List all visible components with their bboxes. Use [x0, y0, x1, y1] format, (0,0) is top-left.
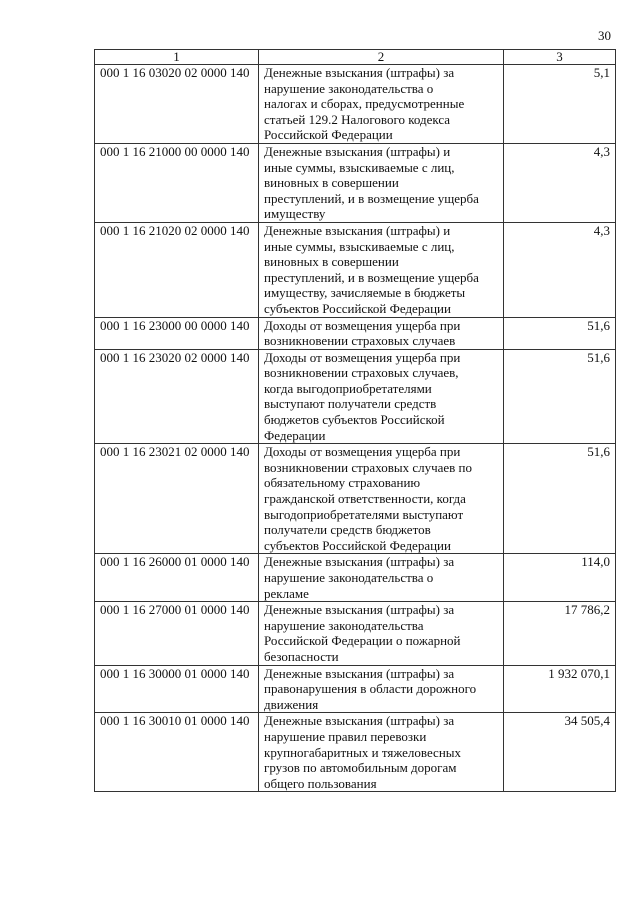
- amount-cell: 114,0: [504, 554, 616, 602]
- amount-cell: 4,3: [504, 222, 616, 317]
- revenue-name-cell: Доходы от возмещения ущерба при возникновении страховых случаев, когда выгодоприобретателями выступают получатели средств бюджетов субъектов Российской Федерации: [259, 349, 504, 444]
- revenue-name-cell: Денежные взыскания (штрафы) за нарушение законодательства о налогах и сборах, предусмотренные статьей 129.2 Налогового кодекса Российской Федерации: [259, 65, 504, 144]
- revenue-code-cell: 000 1 16 23020 02 0000 140: [95, 349, 259, 444]
- page-number: 30: [598, 28, 611, 43]
- table-row: [95, 222, 616, 317]
- amount-cell: 5,1: [504, 65, 616, 144]
- table-row: [95, 665, 616, 713]
- revenue-code-cell: 000 1 16 03020 02 0000 140: [95, 65, 259, 144]
- table-row: [95, 554, 616, 602]
- revenue-code-cell: 000 1 16 23021 02 0000 140: [95, 444, 259, 554]
- revenue-code-cell: 000 1 16 21000 00 0000 140: [95, 143, 259, 222]
- revenue-name-cell: Денежные взыскания (штрафы) за правонарушения в области дорожного движения: [259, 665, 504, 713]
- revenue-code-cell: 000 1 16 30000 01 0000 140: [95, 665, 259, 713]
- column-header-amount: 3: [504, 50, 616, 65]
- table-row: [95, 143, 616, 222]
- table-row: [95, 713, 616, 792]
- revenue-name-cell: Денежные взыскания (штрафы) за нарушение законодательства о рекламе: [259, 554, 504, 602]
- column-header-code: 1: [95, 50, 259, 65]
- revenue-table: [94, 49, 616, 792]
- header-row: [95, 50, 616, 65]
- amount-cell: 1 932 070,1: [504, 665, 616, 713]
- revenue-name-cell: Доходы от возмещения ущерба при возникновении страховых случаев по обязательному страхованию гражданской ответственности, когда выгодоприобретателями выступают получатели средств бюджетов субъектов Российской Федерации: [259, 444, 504, 554]
- revenue-name-cell: Денежные взыскания (штрафы) за нарушение законодательства Российской Федерации о пожарной безопасности: [259, 602, 504, 665]
- column-header-name: 2: [259, 50, 504, 65]
- amount-cell: 51,6: [504, 317, 616, 349]
- table-row: [95, 349, 616, 444]
- amount-cell: 51,6: [504, 444, 616, 554]
- amount-cell: 51,6: [504, 349, 616, 444]
- table-row: [95, 444, 616, 554]
- amount-cell: 34 505,4: [504, 713, 616, 792]
- revenue-name-cell: Денежные взыскания (штрафы) за нарушение правил перевозки крупногабаритных и тяжеловесных грузов по автомобильным дорогам общего пользования: [259, 713, 504, 792]
- revenue-code-cell: 000 1 16 21020 02 0000 140: [95, 222, 259, 317]
- table-row: [95, 317, 616, 349]
- revenue-code-cell: 000 1 16 23000 00 0000 140: [95, 317, 259, 349]
- table-row: [95, 65, 616, 144]
- revenue-name-cell: Денежные взыскания (штрафы) и иные суммы, взыскиваемые с лиц, виновных в совершении преступлений, и в возмещение ущерба имуществу, зачисляемые в бюджеты субъектов Российской Федерации: [259, 222, 504, 317]
- revenue-code-cell: 000 1 16 30010 01 0000 140: [95, 713, 259, 792]
- amount-cell: 17 786,2: [504, 602, 616, 665]
- table-row: [95, 602, 616, 665]
- amount-cell: 4,3: [504, 143, 616, 222]
- revenue-code-cell: 000 1 16 26000 01 0000 140: [95, 554, 259, 602]
- revenue-code-cell: 000 1 16 27000 01 0000 140: [95, 602, 259, 665]
- revenue-name-cell: Денежные взыскания (штрафы) и иные суммы, взыскиваемые с лиц, виновных в совершении преступлений, и в возмещение ущерба имуществу: [259, 143, 504, 222]
- revenue-name-cell: Доходы от возмещения ущерба при возникновении страховых случаев: [259, 317, 504, 349]
